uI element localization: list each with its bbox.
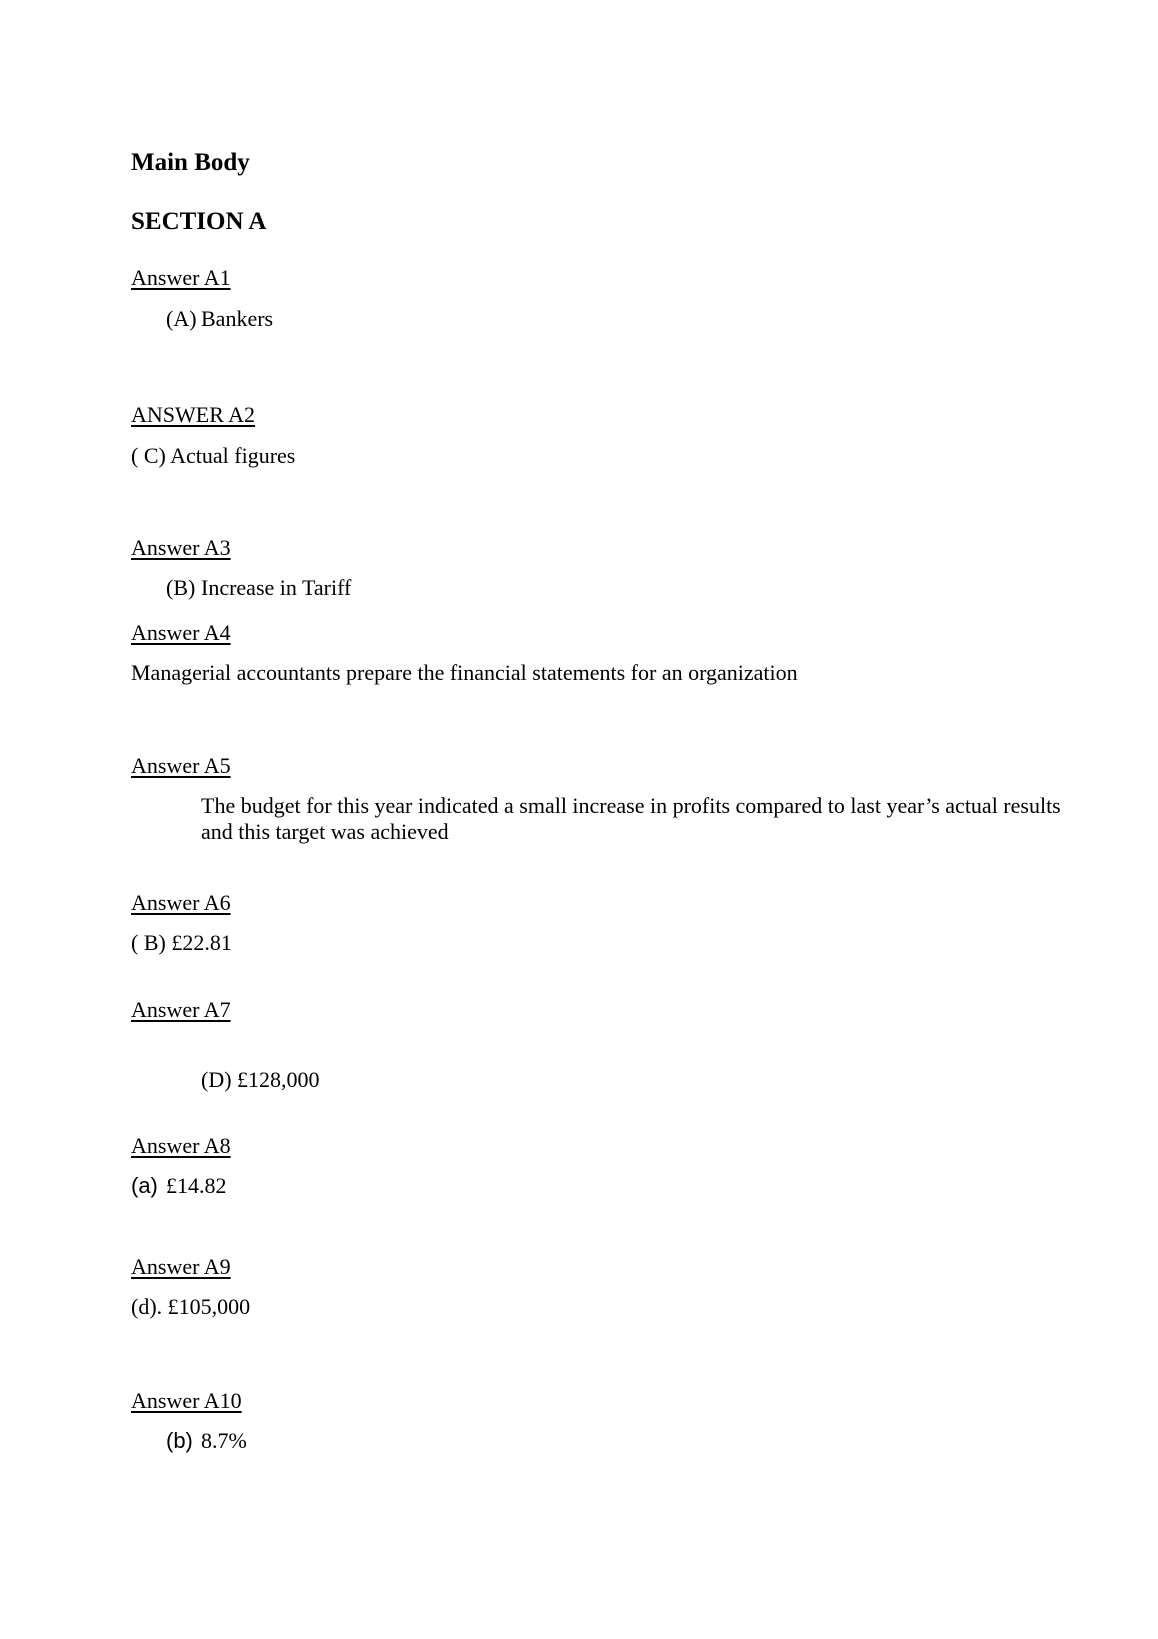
page-title: Main Body <box>131 149 250 176</box>
answer-text-a7: (D) £128,000 <box>201 1067 320 1092</box>
answer-text-a4: Managerial accountants prepare the financial statements for an organization <box>131 660 798 685</box>
answer-marker-a3: (B) <box>166 575 196 600</box>
answer-label-a5: Answer A5 <box>131 753 231 778</box>
answer-label-a1: Answer A1 <box>131 265 231 290</box>
answer-marker-a1: (A) <box>166 306 197 331</box>
answer-text-a10: 8.7% <box>201 1428 247 1453</box>
answer-text-a1: Bankers <box>201 306 274 331</box>
answer-text-a2: ( C) Actual figures <box>131 443 296 468</box>
answer-label-a2: ANSWER A2 <box>131 402 256 427</box>
answer-label-a9: Answer A9 <box>131 1254 231 1279</box>
section-heading: SECTION A <box>131 208 267 235</box>
answer-label-a7: Answer A7 <box>131 997 231 1022</box>
answer-label-a6: Answer A6 <box>131 890 231 915</box>
answer-text-a5: The budget for this year indicated a small increase in profits compared to last year’s actual results and this target was achieved <box>201 793 1061 844</box>
answer-text-a6: ( B) £22.81 <box>131 930 232 955</box>
answer-marker-a8: (a) <box>131 1173 158 1198</box>
answer-label-a3: Answer A3 <box>131 535 231 560</box>
answer-marker-a10: (b) <box>166 1428 193 1453</box>
answer-label-a10: Answer A10 <box>131 1388 242 1413</box>
answer-text-a8: £14.82 <box>166 1173 227 1198</box>
answer-label-a8: Answer A8 <box>131 1133 231 1158</box>
answer-text-a9: (d). £105,000 <box>131 1294 251 1319</box>
answer-text-a3: Increase in Tariff <box>201 575 352 600</box>
answer-label-a4: Answer A4 <box>131 620 231 645</box>
